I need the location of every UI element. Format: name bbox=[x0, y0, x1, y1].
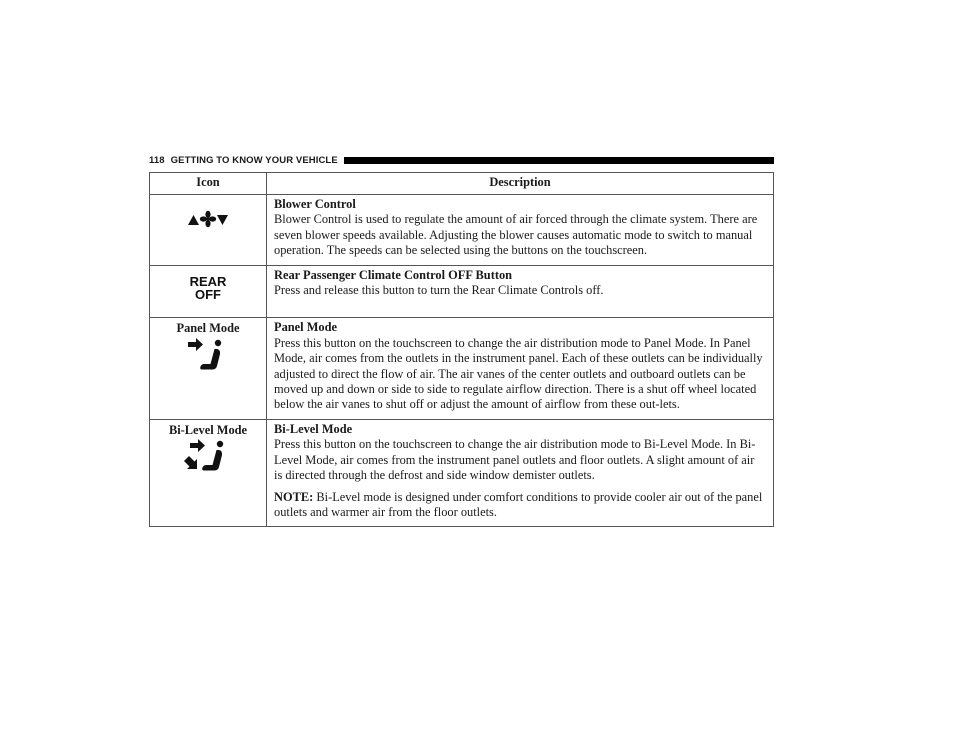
page-number: 118 bbox=[149, 154, 165, 166]
row-title: Blower Control bbox=[274, 197, 356, 211]
rear-off-icon bbox=[190, 275, 227, 301]
row-body: Blower Control is used to regulate the amount of air forced through the climate system. There are seven blower speeds available. Adjusting the blower causes automatic mode to switch to manual operation. The speeds can be selected using the buttons on the touchscreen. bbox=[274, 212, 758, 258]
table-row bbox=[150, 265, 774, 318]
icon-cell bbox=[150, 419, 267, 526]
rear-off-icon-line2: OFF bbox=[195, 286, 221, 302]
table-row bbox=[150, 419, 774, 526]
column-header-description: Description bbox=[267, 173, 774, 195]
note bbox=[274, 490, 765, 521]
rear-off-icon-line1: REAR bbox=[189, 273, 227, 289]
header-rule bbox=[344, 157, 774, 164]
description-cell bbox=[267, 318, 774, 419]
panel-mode-icon bbox=[186, 338, 230, 372]
row-title: Panel Mode bbox=[274, 320, 337, 335]
description-cell bbox=[267, 195, 774, 266]
row-body: Press and release this button to turn the Rear Climate Controls off. bbox=[274, 283, 604, 298]
icon-label: Bi-Level Mode bbox=[168, 422, 248, 437]
table-row bbox=[150, 318, 774, 419]
note-label: NOTE: bbox=[274, 489, 314, 504]
page-header bbox=[149, 154, 774, 166]
row-body: Press this button on the touchscreen to change the air distribution mode to Bi-Level Mode. In Bi-Level Mode, air comes from the instrument panel outlets and floor outlets. A slight amount of air is directed through the defrost and side window demister outlets. bbox=[274, 437, 756, 483]
description-cell bbox=[267, 419, 774, 526]
description-cell bbox=[267, 265, 774, 318]
bi-level-mode-icon bbox=[184, 439, 232, 473]
icon-cell bbox=[150, 195, 267, 266]
icon-cell bbox=[150, 265, 267, 318]
row-title: Bi-Level Mode bbox=[274, 421, 353, 436]
table-row bbox=[150, 195, 774, 266]
note-text: Bi-Level mode is designed under comfort conditions to provide cooler air out of the panel outlets and warmer air from the floor outlets. bbox=[274, 489, 763, 519]
icon-cell bbox=[150, 318, 267, 419]
section-title: GETTING TO KNOW YOUR VEHICLE bbox=[170, 154, 338, 166]
climate-controls-table bbox=[149, 172, 774, 527]
column-header-icon: Icon bbox=[150, 173, 267, 195]
blower-speed-icon bbox=[187, 208, 229, 228]
row-title: Rear Passenger Climate Control OFF Button bbox=[274, 267, 513, 282]
row-body: Press this button on the touchscreen to change the air distribution mode to Panel Mode. In Panel Mode, air comes from the outlets in the instrument panel. Each of these outlets can be individually adjusted to direct the flow of air. The air vanes of the center outlets and outboard outlets can be moved up and down or side to side to regulate airflow direction. There is a shut off wheel located below the air vanes to shut off or adjust the amount of airflow from these out-lets. bbox=[274, 335, 763, 412]
icon-label: Panel Mode bbox=[176, 321, 240, 336]
table-header-row bbox=[150, 173, 774, 195]
